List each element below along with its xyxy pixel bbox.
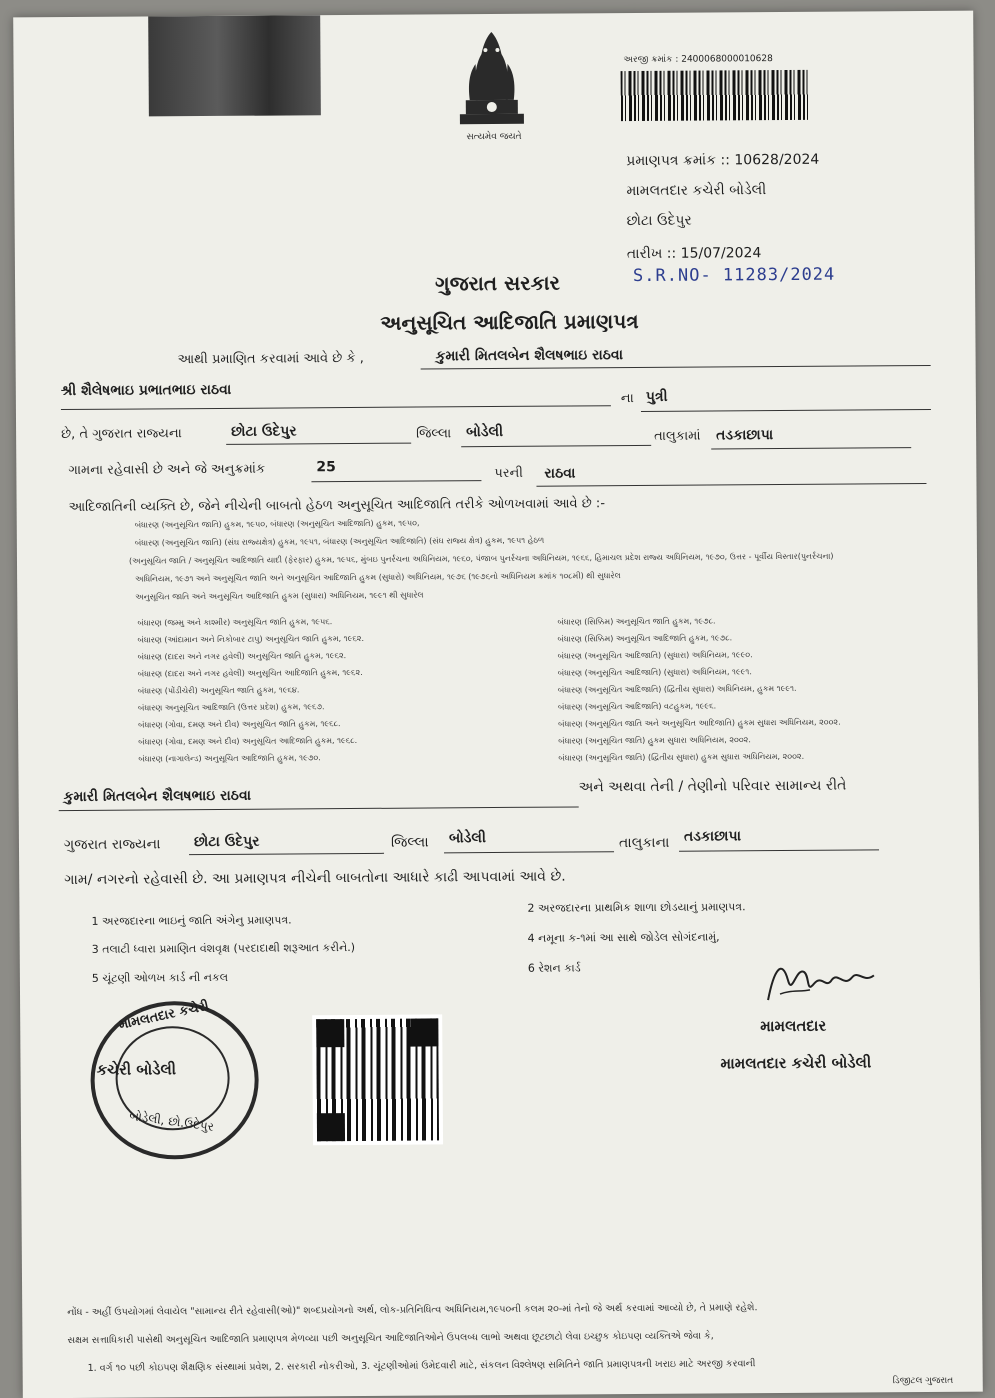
district-value: છોટા ઉદેપુર bbox=[231, 423, 297, 440]
order-line: બંધારણ (અનુસૂચિત જાતિ) હુકમ, ૧૯૫૦, બંધારણ (અનુસૂચિત આદિજાતિ) હુકમ, ૧૯૫૦, bbox=[134, 518, 420, 530]
order-line: અધિનિયમ, ૧૯૭૧ અને અનુસૂચિત જાતિ અને અનુસૂચિત આદિજાતિ હુકમ (સુધારો) અધિનિયમ, ૧૯૭૬ (૧૯૭૬નો અધિનિયમ ક્રમાંક ૧૦૮મી) થી સુધારેલ bbox=[135, 571, 621, 584]
footnote: સક્ષમ સત્તાધિકારી પાસેથી અનુસૂચિત આદિજાતિ પ્રમાણપત્ર મેળવ્યા પછી અનુસૂચિત આદિજાતિઓને ઉપલબ્ધ લાભો અથવા છૂટછાટો લેવા ઇચ્છુક કોઇપણ વ્યક્તિએ જેવા કે, bbox=[67, 1330, 714, 1347]
certificate-page bbox=[13, 11, 983, 1398]
national-emblem-icon bbox=[445, 24, 538, 133]
family-village: તડકાછાપા bbox=[683, 828, 742, 845]
na-label: ના bbox=[620, 391, 634, 407]
signature-mark bbox=[760, 949, 880, 1010]
underline bbox=[641, 409, 931, 412]
qr-code bbox=[312, 1014, 443, 1145]
footnote: નોંધ - અહીં ઉપયોગમાં લેવાયેલ "સામાન્ય રીતે રહેવાસી(ઓ)" શબ્દપ્રયોગનો અર્થ, લોક-પ્રતિનિધિત્વ અધિનિયમ,૧૯૫૦ની કલમ ૨૦-માં તેનો જે અર્થ કરવામાં આવ્યો છે, તે પ્રમાણે રહેશે. bbox=[67, 1302, 758, 1319]
footer-brand: ડિજીટલ ગુજરાત bbox=[892, 1375, 954, 1387]
underline bbox=[59, 806, 579, 811]
application-number: અરજી ક્રમાંક : 2400068000010628 bbox=[623, 54, 773, 66]
serial-number: 25 bbox=[316, 459, 336, 476]
document-item: 4 નમૂના ક-૧માં આ સાથે જોડેલ સોગંદનામું, bbox=[527, 930, 720, 945]
family-state-prefix: ગુજરાત રાજ્યના bbox=[63, 836, 161, 854]
order-right: બંધારણ (અનુસૂચિત આદિજાતિ) (સુધારા) અધિનિયમ, ૧૯૯૧. bbox=[557, 667, 752, 678]
underline bbox=[679, 849, 879, 851]
state-prefix: છે, તે ગુજરાત રાજ્યના bbox=[61, 426, 182, 443]
underline bbox=[189, 853, 384, 855]
footnote: 1. વર્ગ ૧૦ પછી કોઇપણ શૈક્ષણિક સંસ્થામાં પ્રવેશ, 2. સરકારી નોકરીઓ, 3. ચૂંટણીઓમાં ઉમેદવારી માટે, સંકલન વિશ્લેષણ સમિતિને જાતિ પ્રમાણપત્રની ખરાઇ માટે અરજી કરવાની bbox=[87, 1358, 756, 1374]
order-right: બંધારણ (સિક્કિમ) અનુસૂચિત આદિજાતિ હુકમ, ૧૯૭૮. bbox=[557, 633, 733, 644]
ni-label: પરની bbox=[494, 465, 524, 482]
district-label: જિલ્લા bbox=[416, 426, 452, 442]
order-left: બંધારણ (પોંડીચેરી) અનુસૂચિત જાતિ હુકમ, ૧૯૬૪. bbox=[137, 685, 300, 696]
village-value: તડકાછાપા bbox=[716, 427, 774, 444]
document-item: 5 ચૂંટણી ઓળખ કાર્ડ ની નકલ bbox=[91, 970, 229, 985]
document-item: 1 અરજદારના ભાઇનું જાતિ અંગેનુ પ્રમાણપત્ર. bbox=[91, 913, 292, 928]
seal-text-middle: કચેરી બોડેલી bbox=[96, 1060, 177, 1079]
order-right: બંધારણ (અનુસૂચિત આદિજાતિ) (દ્વિતીય સુધારા) અધિનિયમ, હુકમ ૧૯૯૧. bbox=[557, 683, 797, 695]
applicant-photo bbox=[148, 15, 321, 116]
underline bbox=[226, 443, 411, 445]
basis-text: ગામ/ નગરનો રહેવાસી છે. આ પ્રમાણપત્ર નીચેની બાબતોના આધારે કાઢી આપવામાં આવે છે. bbox=[64, 868, 566, 889]
resident-text: ગામના રહેવાસી છે અને જે અનુક્રમાંક bbox=[68, 461, 266, 478]
document-item: 2 અરજદારના પ્રાથમિક શાળા છોડયાનું પ્રમાણપત્ર. bbox=[527, 900, 746, 915]
order-left: બંધારણ (નાગાલેન્ડ) અનુસૂચિત આદિજાતિ હુકમ, ૧૯૭૦. bbox=[138, 753, 321, 764]
issue-date: તારીખ :: 15/07/2024 bbox=[626, 245, 762, 263]
underline bbox=[444, 851, 614, 853]
seal-text-top: મામલતદાર કચેરી bbox=[117, 998, 211, 1034]
sr-number-handwritten: S.R.NO- 11283/2024 bbox=[632, 264, 836, 287]
government-title: ગુજરાત સરકાર bbox=[434, 270, 561, 296]
certificate-number: પ્રમાણપત્ર ક્રમાંક :: 10628/2024 bbox=[626, 151, 820, 170]
order-right: બંધારણ (અનુસૂચિત જાતિ અને અનુસૂચિત આદિજાતિ) હુકમ સુધારા અધિનિયમ, ૨૦૦૨. bbox=[558, 717, 841, 729]
order-line: (અનુસૂચિત જાતિ / અનુસૂચિત આદિજાતિ યાદી (ફેરફાર) હુકમ, ૧૯૫૬, મુંબઇ પુનર્રચના અધિનિયમ, ૧૯૬૦, પંજાબ પુનર્રચના અધિનિયમ, ૧૯૬૬, હિમાચલ પ્રદેશ રાજ્ય અધિનિયમ, ૧૯૭૦, ઉત્તર - પૂર્વીય વિસ્તાર(પુનર્રચના) bbox=[128, 551, 834, 566]
order-right: બંધારણ (અનુસૂચિત જાતિ) હુકમ સુધારા અધિનિયમ, ૨૦૦૨. bbox=[558, 735, 751, 746]
emblem-motto: સત્યમેવ જયતે bbox=[466, 131, 522, 143]
order-left: બંધારણ અનુસૂચિત આદિજાતિ (ઉત્તર પ્રદેશ) હુકમ, ૧૯૬૭. bbox=[137, 702, 325, 713]
parent-name: શ્રી શૈલેષભાઇ પ્રભાતભાઇ રાઠવા bbox=[60, 381, 232, 400]
order-left: બંધારણ (ગોવા, દમણ અને દીવ) અનુસૂચિત આદિજાતિ હુકમ, ૧૯૬૮. bbox=[138, 735, 358, 747]
underline bbox=[711, 447, 911, 449]
issuing-office: મામલતદાર કચેરી બોડેલી bbox=[626, 182, 767, 200]
order-right: બંધારણ (અનુસૂચિત આદિજાતિ) વટહુકમ, ૧૯૯૬. bbox=[557, 701, 717, 712]
family-taluka: બોડેલી bbox=[448, 830, 487, 847]
order-line: અનુસૂચિત જાતિ અને અનુસૂચિત આદિજાતિ હુકમ (સુધારા) અધિનિયમ, ૧૯૯૧ થી સુધારેલ bbox=[135, 590, 424, 602]
order-left: બંધારણ (દાદરા અને નગર હવેલી) અનુસૂચિત આદિજાતિ હુકમ, ૧૯૬૨. bbox=[137, 667, 363, 679]
signatory-designation: મામલતદાર bbox=[760, 1016, 827, 1036]
order-right: બંધારણ (સિક્કિમ) અનુસૂચિત જાતિ હુકમ, ૧૯૭૮. bbox=[557, 616, 716, 627]
underline bbox=[421, 365, 931, 370]
family-district: છોટા ઉદેપુર bbox=[193, 833, 260, 851]
family-name: કુમારી મિતલબેન શૈલષભાઇ રાઠવા bbox=[63, 787, 252, 806]
order-right: બંધારણ (અનુસૂચિત આદિજાતિ) (સુધારા) અધિનિયમ, ૧૯૯૦. bbox=[557, 650, 753, 661]
underline bbox=[311, 480, 481, 482]
caste-value: રાઠવા bbox=[544, 465, 576, 482]
taluka-value: બોડેલી bbox=[466, 423, 504, 441]
order-left: બંધારણ (જમ્મુ અને કાશ્મીર) અનુસૂચિત જાતિ હુકમ, ૧૯૫૬. bbox=[137, 617, 333, 628]
document-item: 3 તલાટી ધ્વારા પ્રમાણિત વંશવૃક્ષ (પરદાદાથી શરૂઆત કરીને.) bbox=[91, 941, 356, 956]
family-taluka-label: તાલુકાના bbox=[618, 834, 670, 852]
taluka-label: તાલુકામાં bbox=[654, 428, 701, 444]
applicant-name: કુમારી મિતલબેન શૈલષભાઇ રાઠવા bbox=[435, 347, 624, 365]
family-text: અને અથવા તેની / તેણીનો પરિવાર સામાન્ય રીતે bbox=[578, 777, 847, 796]
seal-text-bottom: બોડેલી, છો.ઉદેપુર bbox=[128, 1108, 215, 1134]
order-left: બંધારણ (આંદામાન અને નિકોબાર ટાપુ) અનુસૂચિત જાતિ હુકમ, ૧૯૬૨. bbox=[137, 633, 365, 645]
barcode bbox=[621, 70, 809, 121]
issuing-district: છોટા ઉદેપુર bbox=[626, 212, 692, 230]
tribe-statement: આદિજાતિની વ્યક્તિ છે, જેને નીચેની બાબતો હેઠળ અનુસૂચિત આદિજાતિ તરીકે ઓળખવામાં આવે છે :- bbox=[68, 496, 606, 515]
order-left: બંધારણ (દાદરા અને નગર હવેલી) અનુસૂચિત જાતિ હુકમ, ૧૯૬૨. bbox=[137, 651, 347, 662]
signatory-office: મામલતદાર કચેરી બોડેલી bbox=[720, 1053, 872, 1073]
intro-text: આથી પ્રમાણિત કરવામાં આવે છે કે , bbox=[177, 350, 364, 368]
underline bbox=[536, 483, 926, 487]
underline bbox=[61, 405, 611, 410]
document-item: 6 રેશન કાર્ડ bbox=[527, 961, 581, 975]
family-district-label: જિલ્લા bbox=[390, 834, 429, 851]
underline bbox=[461, 445, 651, 447]
certificate-title: અનુસૂચિત આદિજાતિ પ્રમાણપત્ર bbox=[380, 309, 639, 335]
order-line: બંધારણ (અનુસૂચિત જાતિ) (સંઘ રાજ્યક્ષેત્ર) હુકમ, ૧૯૫૧, બંધારણ (અનુસૂચિત આદિજાતિ) (સંઘ રાજ્ય ક્ષેત્ર) હુકમ, ૧૯૫૧ હેઠળ bbox=[134, 535, 545, 548]
order-left: બંધારણ (ગોવા, દમણ અને દીવ) અનુસૂચિત જાતિ હુકમ, ૧૯૬૮. bbox=[138, 719, 341, 730]
order-right: બંધારણ (અનુસૂચિત જાતિ) (દ્વિતીય સુધારા) હુકમ સુધારા અધિનિયમ, ૨૦૦૨. bbox=[558, 751, 805, 763]
relation: પુત્રી bbox=[645, 388, 668, 405]
